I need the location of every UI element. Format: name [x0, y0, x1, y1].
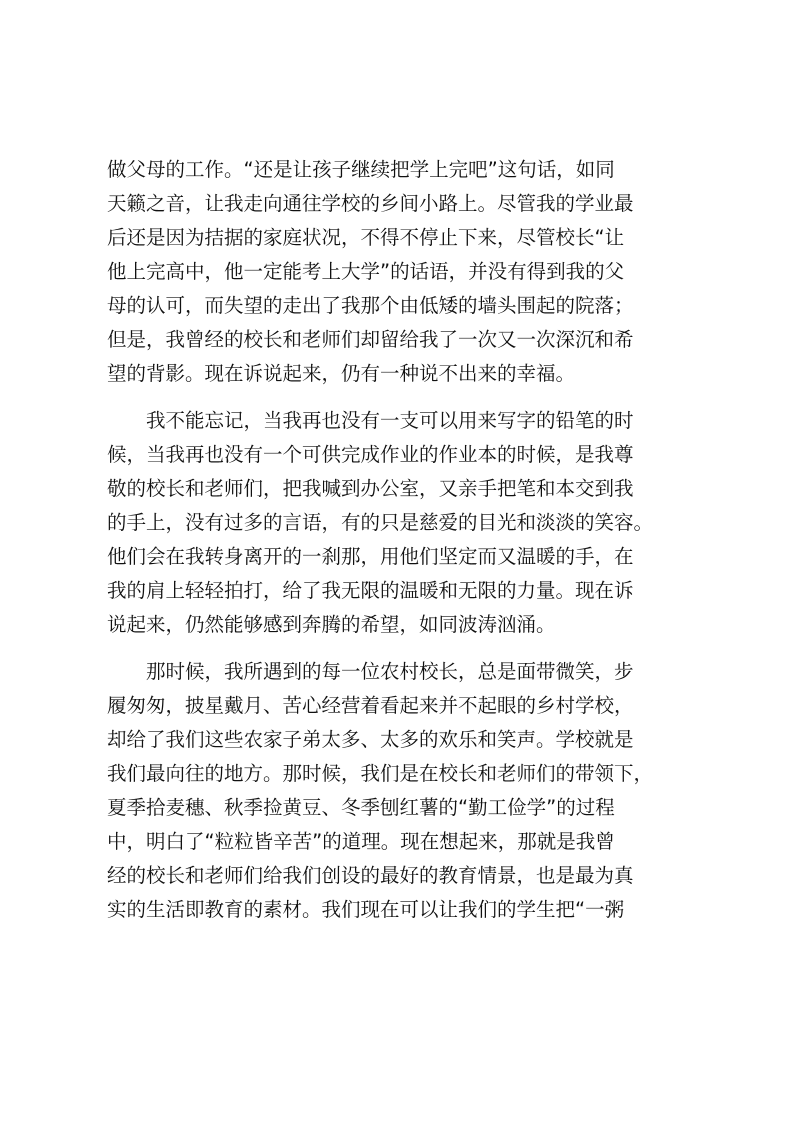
paragraph-3 — [107, 655, 697, 927]
text-line: 做父母的工作。“还是让孩子继续把学上完吧”这句话，如同 — [107, 158, 615, 181]
text-line: 母的认可，而失望的走出了我那个由低矮的墙头围起的院落； — [107, 294, 634, 317]
text-line: 却给了我们这些农家子弟太多、太多的欢乐和笑声。学校就是 — [107, 728, 634, 751]
text-line: 他们会在我转身离开的一刹那，用他们坚定而又温暖的手，在 — [107, 545, 634, 568]
text-line: 说起来，仍然能够感到奔腾的希望，如同波涛汹涌。 — [107, 613, 556, 636]
text-line: 的手上，没有过多的言语，有的只是慈爱的目光和淡淡的笑容。 — [107, 511, 654, 534]
text-line: 天籁之音，让我走向通往学校的乡间小路上。尽管我的学业最 — [107, 192, 634, 215]
text-line: 望的背影。现在诉说起来，仍有一种说不出来的幸福。 — [107, 362, 576, 385]
text-line: 中，明白了“粒粒皆辛苦”的道理。现在想起来，那就是我曾 — [107, 830, 615, 853]
paragraph-gap — [107, 642, 697, 655]
text-line: 但是，我曾经的校长和老师们却留给我了一次又一次深沉和希 — [107, 328, 634, 351]
text-line: 经的校长和老师们给我们创设的最好的教育情景，也是最为真 — [107, 864, 634, 887]
text-line: 候，当我再也没有一个可供完成作业的作业本的时候，是我尊 — [107, 443, 634, 466]
text-line: 那时候，我所遇到的每一位农村校长，总是面带微笑，步 — [146, 660, 634, 683]
paragraph-1 — [107, 153, 697, 391]
document-body — [107, 153, 697, 927]
paragraph-2 — [107, 404, 697, 642]
text-line: 夏季拾麦穗、秋季捡黄豆、冬季刨红薯的“勤工俭学”的过程 — [107, 796, 615, 819]
text-line: 我们最向往的地方。那时候，我们是在校长和老师们的带领下， — [107, 762, 654, 785]
text-line: 实的生活即教育的素材。我们现在可以让我们的学生把“一粥 — [107, 898, 625, 921]
text-line: 敬的校长和老师们，把我喊到办公室，又亲手把笔和本交到我 — [107, 477, 634, 500]
text-line: 我的肩上轻轻拍打，给了我无限的温暖和无限的力量。现在诉 — [107, 579, 634, 602]
text-line: 履匆匆，披星戴月、苦心经营着看起来并不起眼的乡村学校， — [107, 694, 634, 717]
text-line: 他上完高中，他一定能考上大学”的话语，并没有得到我的父 — [107, 260, 625, 283]
text-line: 我不能忘记，当我再也没有一支可以用来写字的铅笔的时 — [146, 409, 634, 432]
text-line: 后还是因为拮据的家庭状况，不得不停止下来，尽管校长“让 — [107, 226, 625, 249]
paragraph-gap — [107, 391, 697, 404]
